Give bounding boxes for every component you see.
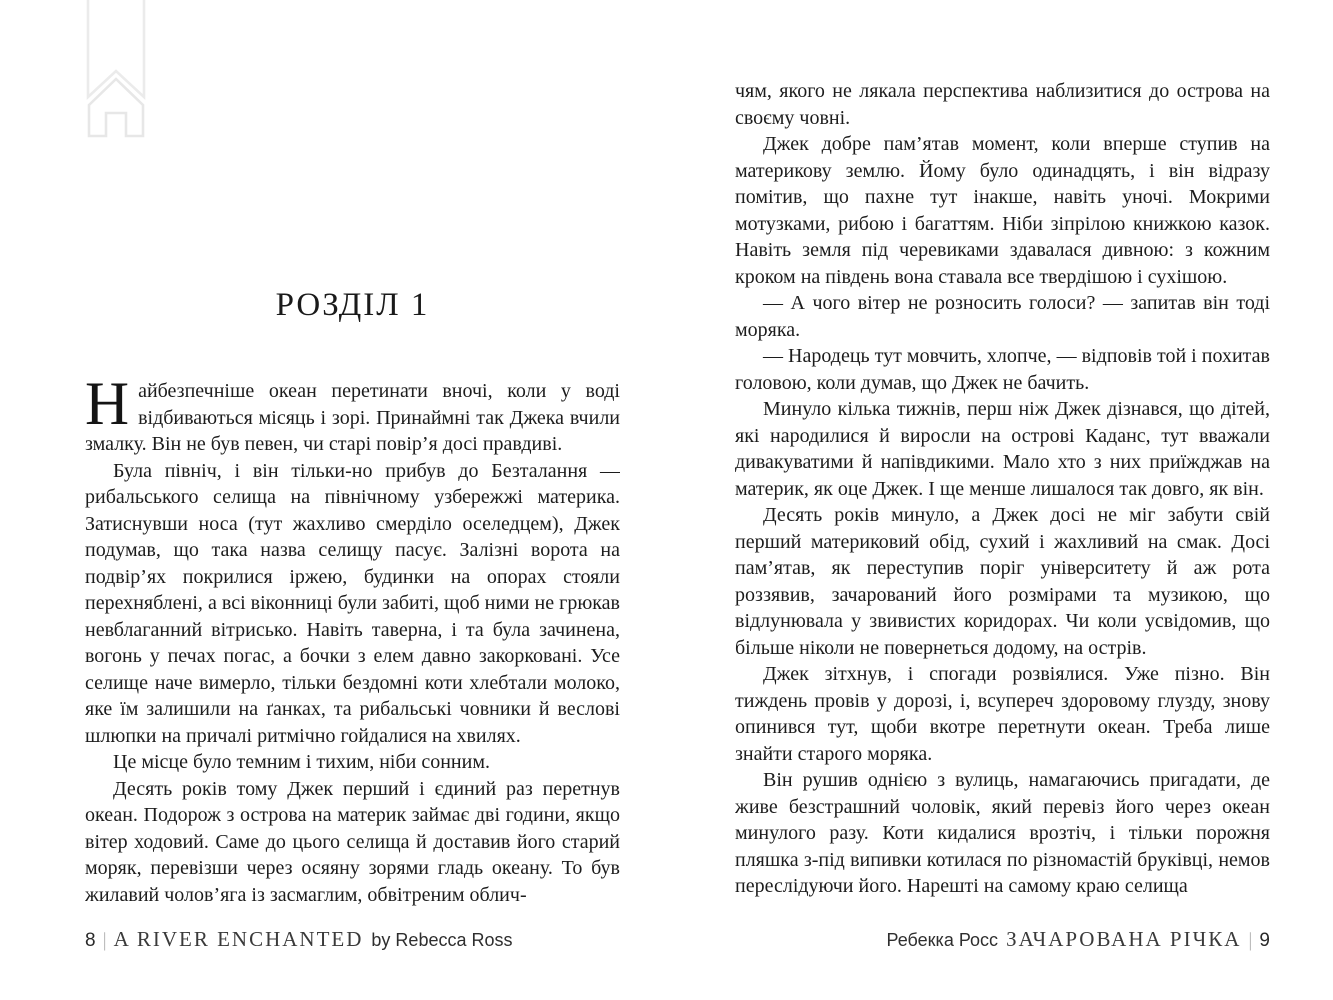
right-page bbox=[735, 78, 1270, 900]
book-title-ukrainian: ЗАЧАРОВАНА РІЧКА bbox=[1006, 927, 1242, 951]
left-page-text bbox=[85, 378, 620, 908]
paragraph: Це місце було темним і тихим, ніби сонним. bbox=[113, 751, 490, 773]
author-byline-english: by Rebecca Ross bbox=[371, 930, 513, 950]
book-title-english: A RIVER ENCHANTED bbox=[113, 927, 364, 951]
paragraph: Минуло кілька тижнів, перш ніж Джек дізнався, що дітей, які народилися й виросли на острові Каданс, тут вважали дивакуватими й напівдикими. Мало хто з них приїжджав на материк, як оце Джек. І ще менше лишалося так довго, як він. bbox=[735, 398, 1270, 500]
author-name-ukrainian: Ребекка Росс bbox=[886, 930, 999, 950]
paragraph: — Народець тут мовчить, хлопче, — відповів той і похитав головою, коли думав, що Джек не бачить. bbox=[735, 345, 1270, 394]
paragraph: Десять років минуло, а Джек досі не міг забути свій перший материковий обід, сухий і жахливий на смак. Досі пам’ятав, як переступив поріг університету й аж рота роззявив, зачарований його розмірами та музикою, що відлунювала у звивистих коридорах. Чи коли усвідомив, що більше ніколи не повернеться додому, на острів. bbox=[735, 504, 1270, 659]
paragraph: Він рушив однією з вулиць, намагаючись пригадати, де живе безстрашний чоловік, який перевіз його через океан минулого разу. Коти кидалися врозтіч, і тільки порожня пляшка з-під випивки котилася по різномастій бруківці, немов переслідуючи його. Нарешті на самому краю селища bbox=[735, 769, 1270, 897]
paragraph-text: айбезпечніше океан перетинати вночі, коли у воді відбиваються місяць і зорі. Принаймні так Джека вчили змалку. Він не був певен, чи старі повір’я досі правдиві. bbox=[85, 380, 620, 455]
left-page bbox=[85, 0, 620, 908]
left-page-footer bbox=[85, 927, 513, 953]
paragraph: Десять років тому Джек перший і єдиний раз перетнув океан. Подорож з острова на материк займає дві години, якщо вітер ходовий. Саме до цього селища й доставив його старий моряк, перевізши через осяяну зорями гладь океану. То був жилавий чолов’яга із засмаглим, обвітреним облич- bbox=[85, 777, 620, 906]
paragraph: Джек добре пам’ятав момент, коли вперше ступив на материкову землю. Йому було одинадцять, і він відразу помітив, що пахне тут інакше, навіть уночі. Мокрими мотузками, рибою і багаттям. Ніби зіпрілою книжкою казок. Навіть земля під черевиками здавалася дивною: з кожним кроком на південь вона ставала все твердішою і сухішою. bbox=[735, 133, 1270, 288]
page-number-right: 9 bbox=[1259, 930, 1270, 951]
paragraph-continuation: чям, якого не лякала перспектива наблизитися до острова на своєму човні. bbox=[735, 80, 1270, 129]
paragraph: Була північ, і він тільки-но прибув до Безталання — рибальського селища на північному узбережжі материка. Затиснувши носа (тут жахливо смерділо оселедцем), Джек подумав, що така назва селищу пасує. Залізні ворота на подвір’ях покрилися іржею, будинки на опорах стояли перехняблені, а всі віконниці були забиті, щоб ними не грюкав невблаганний вітрисько. Навіть таверна, і та була зачинена, вогонь у печах погас, а бочки з елем давно закорковані. Усе селище наче вимерло, тільки бездомні коти хлебтали молоко, яке їм залишили на ґанках, та рибальські човники й веслові шлюпки на причалі ритмічно гойдалися на хвилях. bbox=[85, 459, 620, 747]
drop-cap-letter: Н bbox=[85, 378, 130, 438]
chapter-title: РОЗДІЛ 1 bbox=[275, 287, 430, 323]
right-page-text bbox=[735, 78, 1270, 900]
paragraph: Джек зітхнув, і спогади розвіялися. Уже пізно. Він тиждень провів у дорозі, і, всупереч здоровому глузду, знову опинився тут, щоби вкотре перетнути океан. Треба лише знайти старого моряка. bbox=[735, 663, 1270, 765]
footer-separator: | bbox=[1248, 929, 1253, 951]
right-page-footer bbox=[887, 927, 1270, 953]
paragraph-dropcap bbox=[85, 378, 620, 458]
page-number-left: 8 bbox=[85, 930, 96, 951]
footer-separator: | bbox=[102, 929, 107, 951]
paragraph: — А чого вітер не розносить голоси? — запитав він тоді моряка. bbox=[735, 292, 1270, 341]
